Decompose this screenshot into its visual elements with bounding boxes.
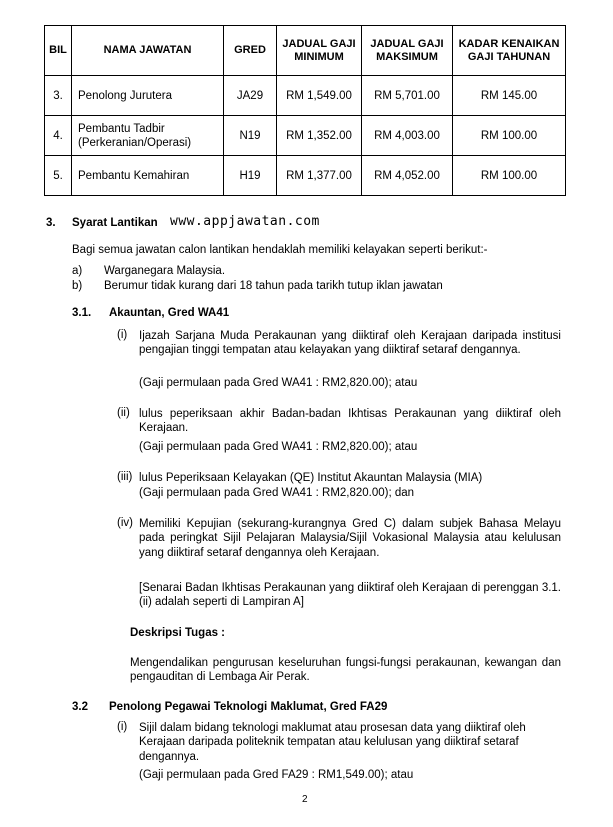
section-3-2-number: 3.2 [72, 701, 88, 713]
item-gaji: (Gaji permulaan pada Gred WA41 : RM2,820.00); atau [139, 441, 418, 453]
deskripsi-title: Deskripsi Tugas : [130, 627, 226, 639]
list-item: Warganegara Malaysia. [104, 265, 226, 277]
table-row [45, 76, 566, 116]
list-item: Berumur tidak kurang dari 18 tahun pada tarikh tutup iklan jawatan [104, 280, 443, 292]
lampiran-note: [Senarai Badan Ikhtisas Perakaunan yang diiktiraf oleh Kerajaan di perenggan 3.1.(ii) adalah seperti di Lampiran A] [139, 582, 561, 609]
table-row [45, 116, 566, 156]
cell-gred: N19 [224, 116, 277, 156]
item-gaji: (Gaji permulaan pada Gred FA29 : RM1,549.00); atau [139, 769, 414, 781]
section-3-2-title: Penolong Pegawai Teknologi Maklumat, Gred FA29 [109, 701, 388, 713]
item-text: Ijazah Sarjana Muda Perakaunan yang diiktiraf oleh Kerajaan daripada institusi pengajian tinggi tempatan atau kelayakan yang diiktiraf setaraf dengannya. [139, 330, 561, 357]
cell-nama: Pembantu Kemahiran [72, 156, 224, 196]
section-3-number: 3. [46, 217, 56, 229]
col-nama-jawatan: NAMA JAWATAN [72, 26, 224, 76]
item-label: (ii) [117, 407, 130, 419]
list-label: b) [72, 280, 83, 292]
cell-kadar: RM 100.00 [453, 116, 566, 156]
section-3-intro: Bagi semua jawatan calon lantikan hendaklah memiliki kelayakan seperti berikut:- [72, 244, 488, 256]
col-gred: GRED [224, 26, 277, 76]
cell-kadar: RM 145.00 [453, 76, 566, 116]
section-3-title: Syarat Lantikan [72, 217, 158, 229]
cell-bil: 5. [45, 156, 72, 196]
cell-bil: 3. [45, 76, 72, 116]
cell-nama: Penolong Jurutera [72, 76, 224, 116]
list-label: a) [72, 265, 83, 277]
col-kadar-kenaikan: KADAR KENAIKAN GAJI TAHUNAN [453, 26, 566, 76]
item-gaji: (Gaji permulaan pada Gred WA41 : RM2,820.00); dan [139, 487, 415, 499]
cell-min: RM 1,377.00 [277, 156, 362, 196]
cell-max: RM 4,003.00 [362, 116, 453, 156]
cell-min: RM 1,549.00 [277, 76, 362, 116]
cell-kadar: RM 100.00 [453, 156, 566, 196]
cell-nama: Pembantu Tadbir (Perkeranian/Operasi) [72, 116, 224, 156]
item-text: lulus peperiksaan akhir Badan-badan Ikhtisas Perakaunan yang diiktiraf oleh Kerajaan. [139, 408, 561, 435]
table-row [45, 156, 566, 196]
section-3-1-title: Akauntan, Gred WA41 [109, 307, 230, 319]
item-text: Memiliki Kepujian (sekurang-kurangnya Gred C) dalam subjek Bahasa Melayu pada peringkat Sijil Pelajaran Malaysia/Sijil Vokasional Malaysia atau kelulusan yang diiktiraf setaraf dengannya oleh Kerajaan. [139, 518, 561, 559]
item-label: (i) [117, 329, 128, 341]
cell-min: RM 1,352.00 [277, 116, 362, 156]
item-gaji: (Gaji permulaan pada Gred WA41 : RM2,820.00); atau [139, 377, 418, 389]
item-label: (i) [117, 721, 128, 733]
cell-bil: 4. [45, 116, 72, 156]
table-header-row [45, 26, 566, 76]
watermark-text: www.appjawatan.com [170, 214, 320, 229]
item-label: (iv) [117, 517, 133, 529]
col-bil: BIL [45, 26, 72, 76]
cell-gred: JA29 [224, 76, 277, 116]
col-gaji-minimum: JADUAL GAJI MINIMUM [277, 26, 362, 76]
item-text: lulus Peperiksaan Kelayakan (QE) Institut Akauntan Malaysia (MIA) [139, 472, 483, 484]
item-text: Sijil dalam bidang teknologi maklumat atau prosesan data yang diiktiraf oleh Kerajaan daripada politeknik tempatan atau kelulusan yang diiktiraf setaraf dengannya. [139, 722, 526, 763]
cell-gred: H19 [224, 156, 277, 196]
item-label: (iii) [117, 471, 133, 483]
page-number: 2 [302, 794, 308, 805]
col-gaji-maksimum: JADUAL GAJI MAKSIMUM [362, 26, 453, 76]
deskripsi-text: Mengendalikan pengurusan keseluruhan fungsi-fungsi perakaunan, kewangan dan pengauditan di Lembaga Air Perak. [130, 657, 561, 684]
cell-max: RM 5,701.00 [362, 76, 453, 116]
salary-table [44, 25, 566, 196]
section-3-1-number: 3.1. [72, 307, 92, 319]
cell-max: RM 4,052.00 [362, 156, 453, 196]
